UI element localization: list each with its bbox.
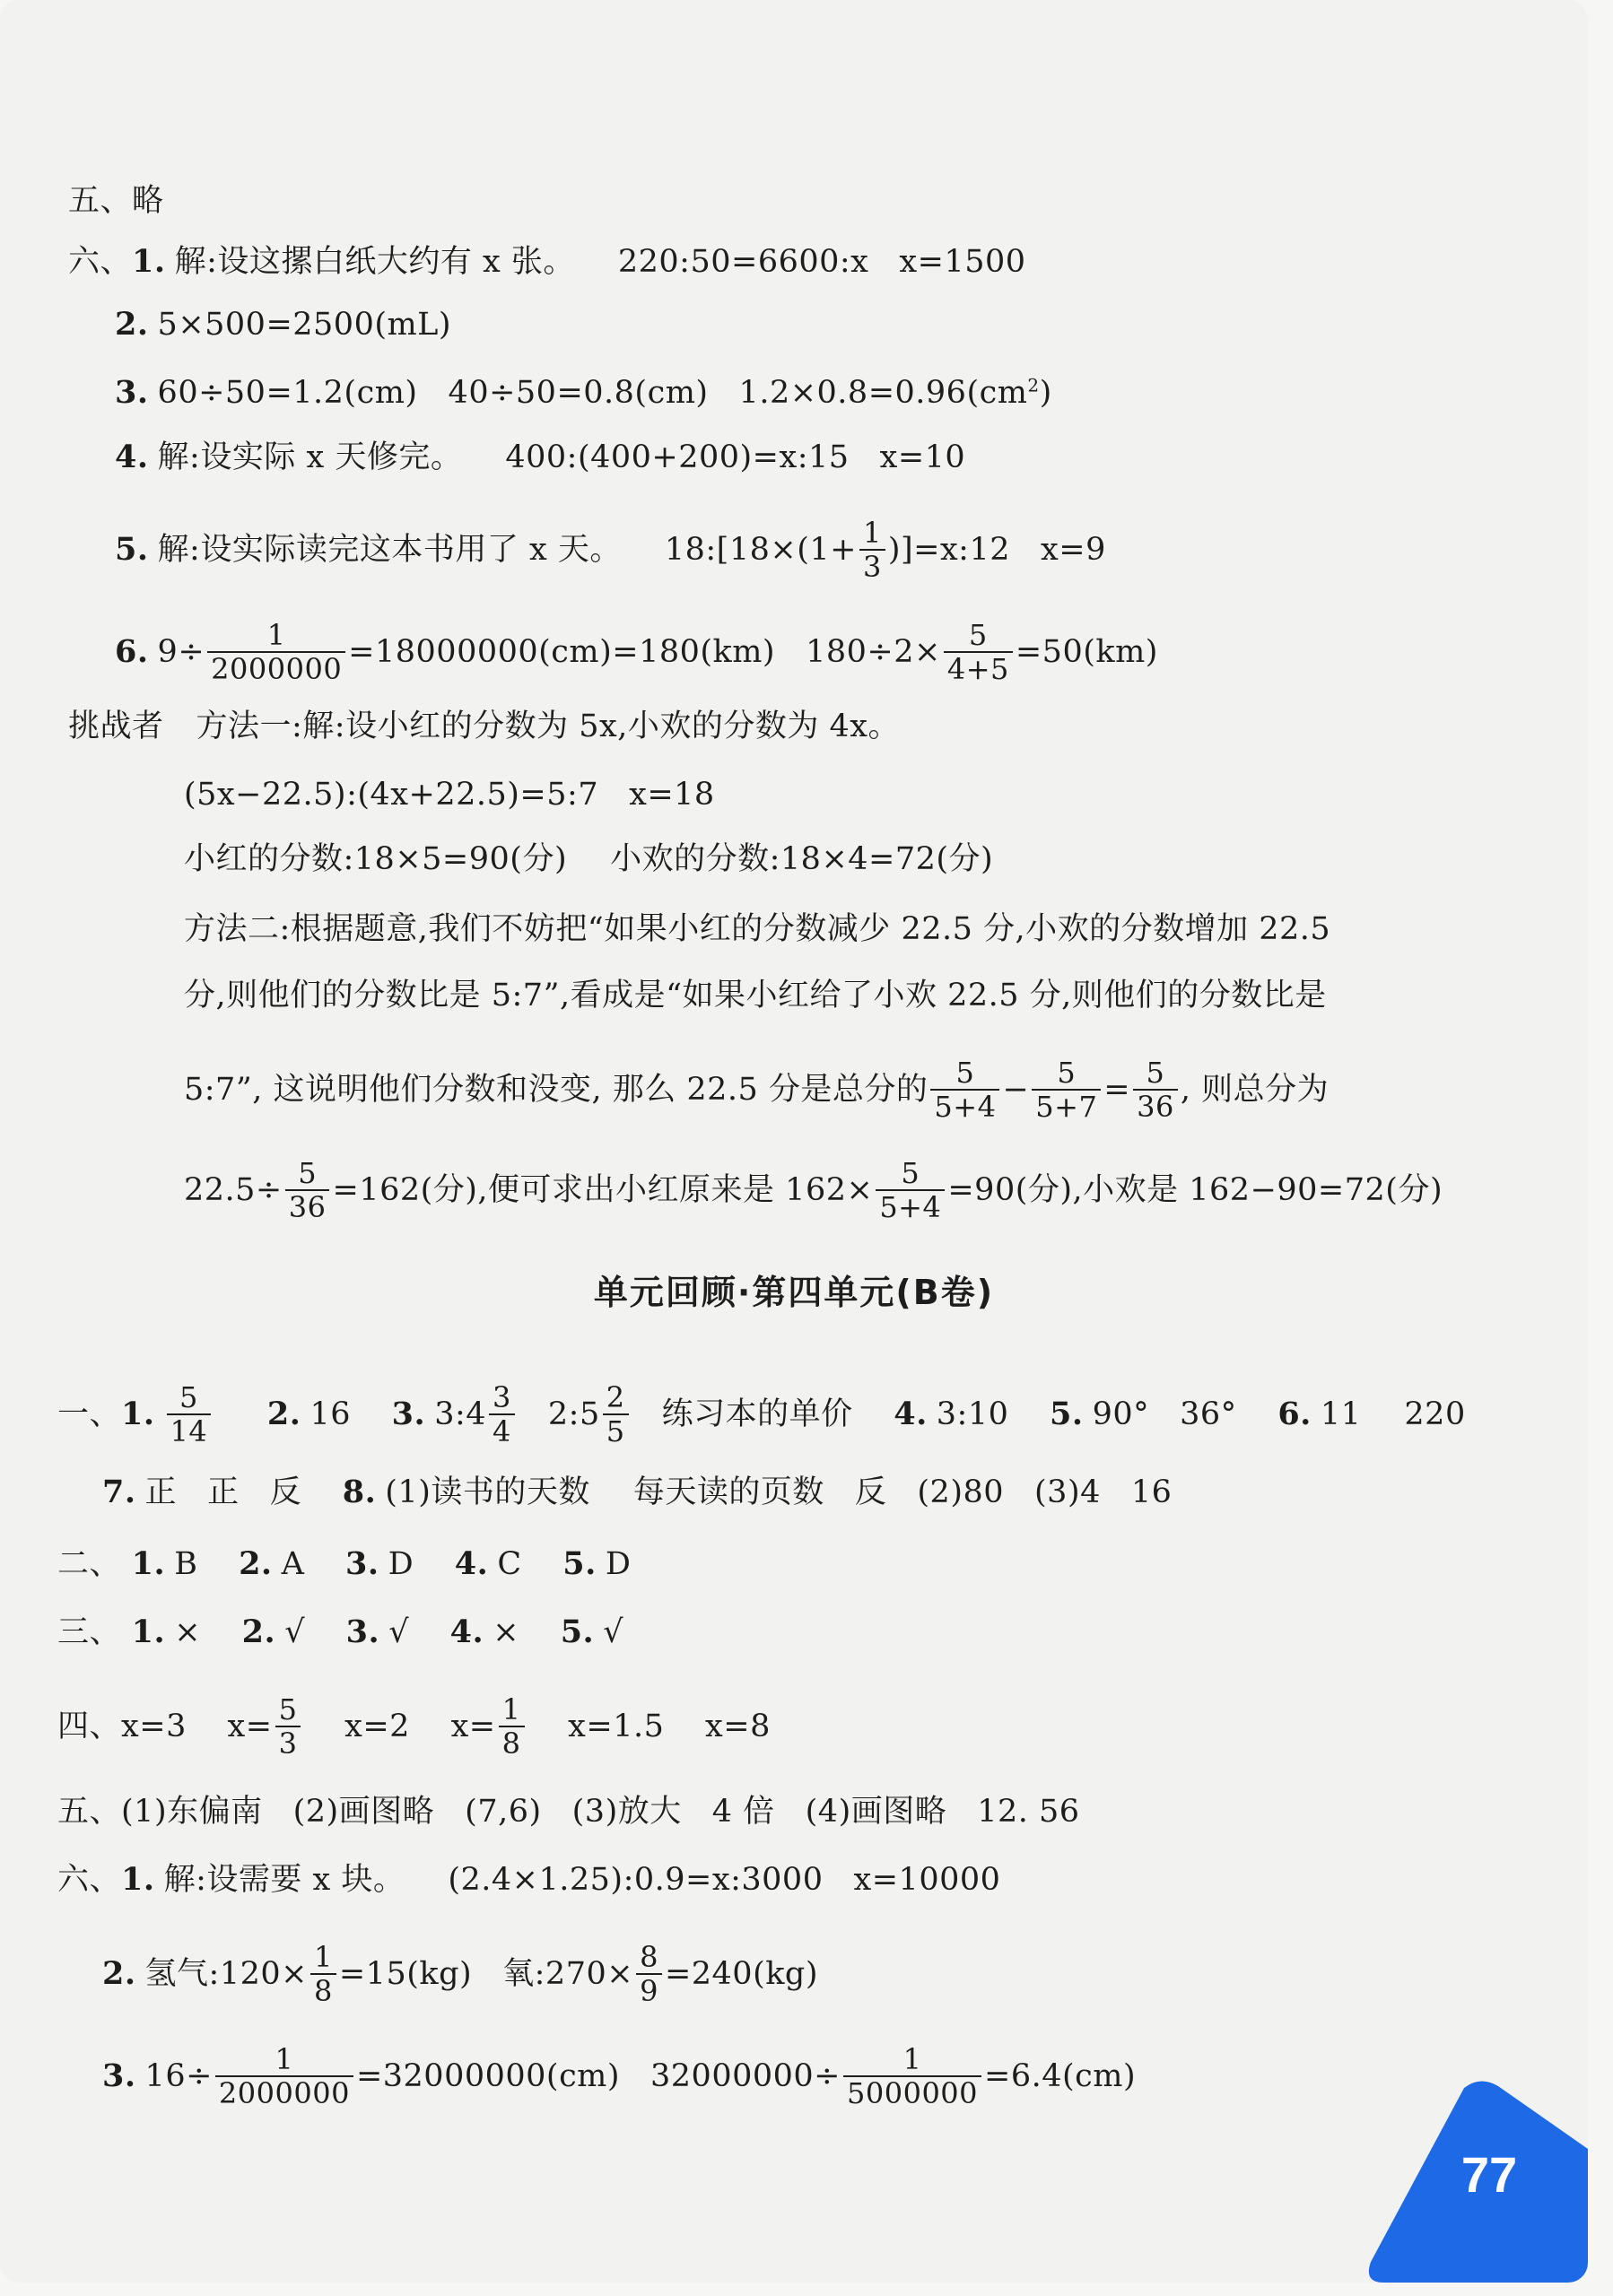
question-number: 1.: [121, 1860, 155, 1898]
superscript: 2: [1027, 373, 1040, 396]
denominator: 5000000: [847, 2076, 979, 2110]
equation-part: 氢气:120×: [144, 1956, 308, 1992]
calc-width: 40÷50=0.8(cm): [448, 374, 709, 411]
fraction: [1133, 1057, 1178, 1123]
challenge-text: 分,则他们的分数比是 5:7”,看成是“如果小红给了小欢 22.5 分,则他们的分数比是: [184, 977, 1327, 1013]
challenge-line-1: [68, 705, 900, 746]
question-number: 5.: [562, 1544, 597, 1582]
page-number: 77: [1460, 2146, 1518, 2203]
section-wu-text: 五、略: [68, 182, 164, 219]
calc-area: [739, 373, 1052, 413]
numerator: 1: [843, 2043, 981, 2077]
challenge-text: 5:7”, 这说明他们分数和没变, 那么 22.5 分是总分的: [184, 1072, 929, 1108]
equation: 400:(400+200)=x:15: [505, 439, 850, 475]
challenge-line-4: [184, 908, 1330, 949]
numerator: 5: [1032, 1057, 1101, 1091]
answer: x=1.5: [568, 1709, 665, 1744]
numerator: 8: [636, 1941, 662, 1975]
answer: 16: [1130, 1474, 1173, 1510]
numerator: 5: [876, 1157, 945, 1191]
fraction: [310, 1941, 336, 2007]
answer: (3)4: [1034, 1474, 1101, 1510]
equals-sign: =: [1103, 1072, 1131, 1108]
fraction: [285, 1157, 330, 1223]
choice-answer: A: [281, 1545, 305, 1582]
equation-part: =240(kg): [664, 1956, 818, 1992]
answer: 36°: [1180, 1396, 1237, 1432]
wu-line: [57, 1790, 1080, 1831]
challenge-text: =90(分),小欢是 162−90=72(分): [947, 1172, 1443, 1208]
answer: (4)画图略: [805, 1793, 947, 1830]
answer: x=9: [1041, 532, 1106, 568]
liu-q5-line: [115, 517, 1106, 583]
choice-answer: C: [497, 1545, 522, 1582]
equation-part: 22.5÷: [184, 1172, 283, 1208]
numerator: 1: [499, 1693, 525, 1727]
answer: (2)80: [917, 1474, 1005, 1510]
equation: 220:50=6600:x: [617, 243, 869, 280]
choice-answer: B: [174, 1545, 198, 1582]
section-liu-head: 六、: [57, 1861, 122, 1898]
liu-b-q2-line: [102, 1941, 818, 2007]
fraction: [167, 1381, 212, 1448]
equation-part: 16÷: [144, 2058, 213, 2094]
denominator: 5+7: [1035, 1090, 1098, 1124]
liu-b-q1-line: [57, 1858, 1000, 1900]
fraction: [499, 1693, 525, 1760]
answer: 4 倍: [711, 1793, 775, 1830]
judgement-mark: ×: [174, 1613, 202, 1650]
equation-part: 9÷: [157, 634, 205, 670]
denominator: 5+4: [879, 1190, 942, 1224]
liu-b-q3-line: [102, 2043, 1136, 2109]
question-number: 5.: [115, 531, 149, 568]
yi-line-1: [57, 1381, 1466, 1448]
question-number: 3.: [345, 1613, 380, 1650]
question-number: 3.: [115, 373, 149, 411]
denominator: 9: [640, 1974, 658, 2008]
answer: 反: [854, 1474, 887, 1510]
answer: (1)读书的天数: [385, 1474, 590, 1510]
fraction: [636, 1941, 662, 2007]
fraction: [207, 619, 345, 685]
answer: x=: [450, 1709, 496, 1744]
judgement-mark: √: [284, 1613, 306, 1650]
judgement-mark: ×: [493, 1613, 520, 1650]
question-number: 2.: [239, 1544, 273, 1582]
answer: 3:4: [434, 1396, 487, 1432]
answer: (2)画图略: [292, 1793, 435, 1830]
numerator: 5: [285, 1157, 330, 1191]
si-line: [57, 1693, 771, 1760]
unit-title: 单元回顾·第四单元(B卷): [593, 1273, 995, 1312]
yi-line-2: [102, 1471, 1172, 1512]
denominator: 8: [313, 1974, 333, 2008]
challenge-text: , 则总分为: [1180, 1072, 1330, 1108]
fraction: [876, 1157, 945, 1223]
fraction: [275, 1693, 301, 1760]
question-number: 2.: [241, 1613, 276, 1650]
equation-part: )]=x:12: [887, 532, 1011, 568]
answer: x=: [227, 1709, 273, 1744]
answer: 正: [207, 1474, 240, 1510]
numerator: 1: [310, 1941, 336, 1975]
answer: x=10000: [853, 1861, 1001, 1898]
question-number: 4.: [449, 1613, 484, 1650]
question-number: 8.: [342, 1473, 377, 1510]
answer: 16: [310, 1396, 352, 1432]
fraction: [1032, 1057, 1101, 1123]
equation-part: =32000000(cm): [355, 2058, 621, 2094]
solution-text: 5×500=2500(mL): [157, 306, 452, 343]
answer: 2:5: [547, 1396, 600, 1432]
answer: (3)放大: [571, 1793, 682, 1830]
question-number: 5.: [560, 1613, 595, 1650]
answer: x=3: [121, 1709, 187, 1744]
numerator: 1: [859, 517, 885, 551]
denominator: 3: [862, 550, 882, 584]
numerator: 5: [167, 1381, 212, 1415]
numerator: 5: [1133, 1057, 1178, 1091]
solution-text: 解:设需要 x 块。: [163, 1861, 405, 1898]
fraction: [944, 619, 1013, 685]
numerator: 5: [944, 619, 1013, 653]
challenge-text: 方法二:根据题意,我们不妨把“如果小红的分数减少 22.5 分,小欢的分数增加 22.5: [184, 910, 1331, 947]
minus-sign: −: [1002, 1072, 1030, 1108]
challenge-line-7: [184, 1157, 1443, 1223]
answer: 3:10: [936, 1396, 1009, 1432]
question-number: 2.: [115, 305, 149, 343]
question-number: 1.: [131, 1544, 166, 1582]
san-line: [57, 1611, 623, 1652]
question-number: 3.: [345, 1544, 379, 1582]
denominator: 4+5: [946, 652, 1009, 686]
answer: x=2: [344, 1709, 410, 1744]
challenge-line-2: [184, 773, 715, 814]
answer: (1)东偏南: [121, 1793, 263, 1830]
calc-length: 60÷50=1.2(cm): [157, 374, 418, 411]
section-wu-line: [68, 179, 164, 221]
answer: 练习本的单价: [661, 1396, 853, 1432]
choice-answer: D: [388, 1545, 414, 1582]
answer: 11: [1320, 1396, 1362, 1432]
question-number: 3.: [102, 2057, 136, 2094]
answer: (7,6): [465, 1793, 542, 1830]
section-wu-head: 五、: [57, 1793, 122, 1830]
denominator: 4: [493, 1414, 511, 1448]
solution-text: 解:设这摞白纸大约有 x 张。: [174, 243, 575, 280]
fraction: [215, 2043, 353, 2109]
denominator: 3: [278, 1726, 298, 1761]
challenge-line-5: [184, 974, 1327, 1015]
liu-q6-line: [115, 619, 1158, 685]
answer: 正: [144, 1474, 178, 1510]
denominator: 36: [1137, 1090, 1174, 1124]
fraction: [489, 1381, 515, 1448]
challenge-text: =162(分),便可求出小红原来是 162×: [332, 1172, 874, 1208]
challenge-text: 小欢的分数:18×4=72(分): [610, 840, 994, 877]
answer: x=8: [705, 1709, 771, 1744]
section-si-head: 四、: [57, 1709, 122, 1744]
numerator: 2: [603, 1381, 629, 1415]
section-yi-head: 一、: [57, 1396, 122, 1432]
question-number: 6.: [115, 633, 149, 670]
question-number: 3.: [391, 1396, 426, 1432]
denominator: 2000000: [218, 2076, 350, 2110]
challenge-text: 小红的分数:18×5=90(分): [184, 840, 568, 877]
numerator: 3: [489, 1381, 515, 1415]
denominator: 5: [606, 1414, 625, 1448]
equation-part: 32000000÷: [650, 2058, 841, 2094]
answer: x=10: [879, 439, 966, 475]
equation-part: =50(km): [1015, 634, 1158, 670]
denominator: 36: [288, 1190, 327, 1224]
numerator: 5: [930, 1057, 999, 1091]
er-line: [57, 1543, 631, 1584]
fraction: [843, 2043, 981, 2109]
judgement-mark: √: [603, 1613, 624, 1650]
question-number: 4.: [454, 1544, 489, 1582]
numerator: 5: [275, 1693, 301, 1727]
equation-part: 氧:270×: [502, 1956, 634, 1992]
answer: 220: [1404, 1396, 1466, 1432]
denominator: 8: [501, 1726, 521, 1761]
section-san-head: 三、: [57, 1613, 122, 1650]
equation-part: =6.4(cm): [984, 2058, 1137, 2094]
equation-part: =15(kg): [338, 1956, 473, 1992]
calc-area-text: 1.2×0.8=0.96(cm: [738, 374, 1028, 411]
denominator: 5+4: [934, 1090, 997, 1124]
answer: 反: [269, 1474, 302, 1510]
equation: (2.4×1.25):0.9=x:3000: [448, 1861, 824, 1898]
judgement-mark: √: [388, 1613, 410, 1650]
liu-q2-line: [115, 303, 451, 344]
question-number: 2.: [266, 1396, 301, 1432]
liu-q1-line: [68, 240, 1026, 282]
liu-q4-line: [115, 436, 965, 477]
choice-answer: D: [605, 1545, 632, 1582]
fraction: [603, 1381, 629, 1448]
question-number: 6.: [1277, 1396, 1312, 1432]
solution-text: 解:设实际 x 天修完。: [157, 439, 463, 475]
answer: x=18: [629, 776, 715, 813]
numerator: 1: [215, 2043, 353, 2077]
question-number: 4.: [894, 1396, 928, 1432]
calc-area-close: ): [1039, 374, 1052, 411]
fraction: [859, 517, 885, 583]
question-number: 1.: [131, 1613, 166, 1650]
section-er-head: 二、: [57, 1545, 122, 1582]
challenge-label: 挑战者: [68, 708, 164, 744]
challenge-line-3: [184, 838, 993, 879]
question-number: 4.: [115, 438, 149, 475]
liu-q3-line: [115, 371, 1052, 413]
denominator: 2000000: [211, 652, 343, 686]
answer: 12. 56: [977, 1793, 1080, 1830]
solution-text: 解:设实际读完这本书用了 x 天。: [157, 532, 622, 568]
challenge-text: 方法一:解:设小红的分数为 5x,小欢的分数为 4x。: [196, 708, 900, 744]
equation-part: 180÷2×: [806, 634, 941, 670]
question-number: 1.: [132, 242, 166, 280]
answer: 90°: [1092, 1396, 1150, 1432]
denominator: 14: [170, 1414, 208, 1448]
equation-part: 18:[18×(1+: [664, 532, 857, 568]
equation-part: =18000000(cm)=180(km): [348, 634, 776, 670]
equation: (5x−22.5):(4x+22.5)=5:7: [184, 776, 599, 813]
question-number: 1.: [121, 1396, 155, 1432]
answer: x=1500: [899, 243, 1026, 280]
fraction: [930, 1057, 999, 1123]
numerator: 1: [207, 619, 345, 653]
challenge-line-6: [184, 1057, 1329, 1123]
question-number: 7.: [102, 1473, 136, 1510]
question-number: 5.: [1050, 1396, 1084, 1432]
section-liu-head: 六、: [68, 243, 133, 280]
answer: 每天读的页数: [632, 1474, 824, 1510]
question-number: 2.: [102, 1955, 136, 1992]
